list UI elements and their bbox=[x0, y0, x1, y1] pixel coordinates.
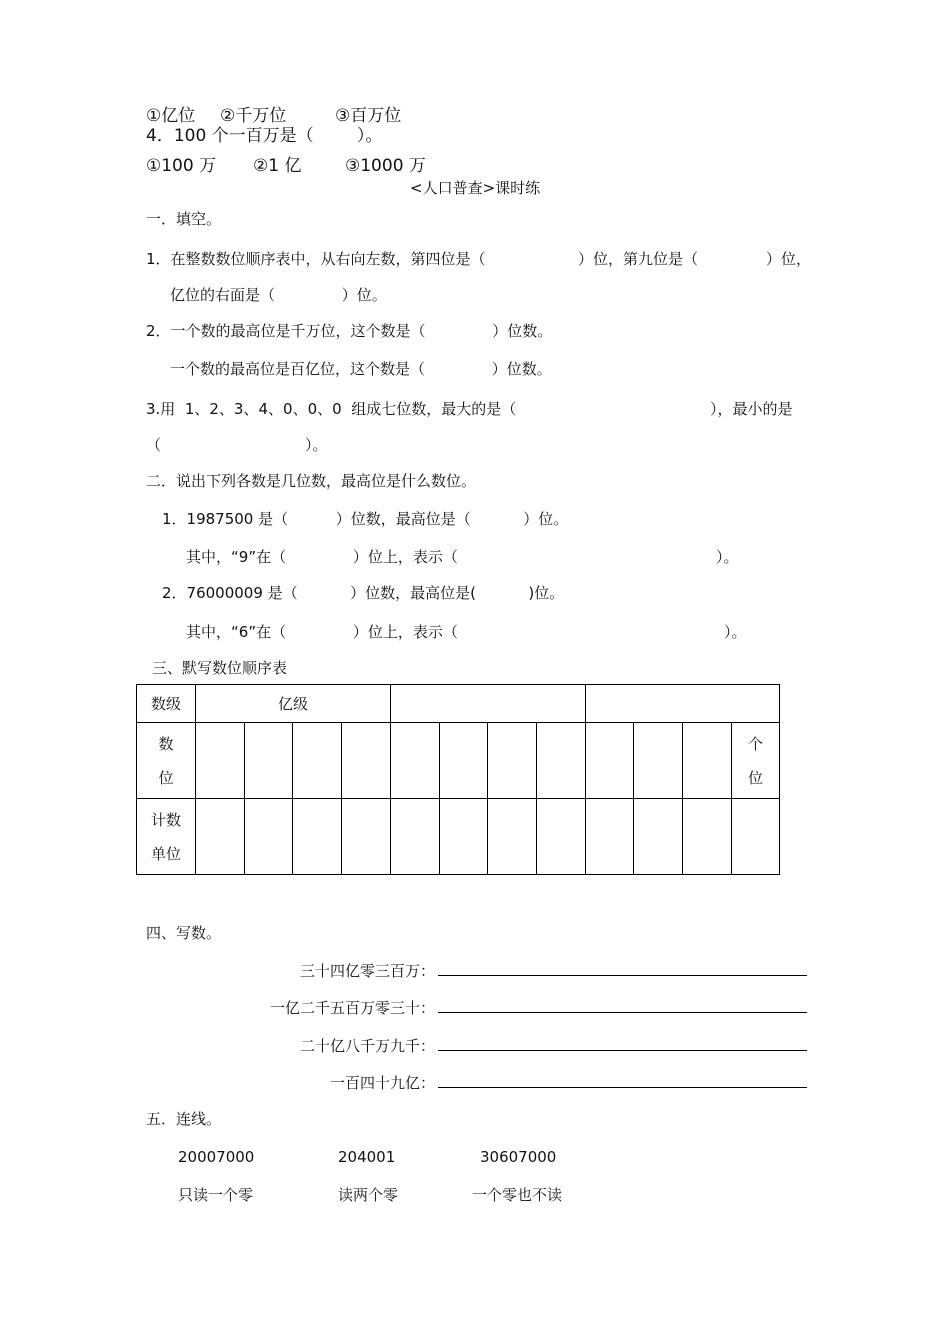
place-cell-ones bbox=[732, 723, 780, 799]
row-label-place-2: 位 bbox=[158, 769, 174, 787]
s2-q2-line1: 2．76000009 是（ ）位数，最高位是( )位。 bbox=[162, 584, 565, 602]
s2-q2-line2-a: 其中，“6”在（ ）位上，表示（ bbox=[186, 623, 458, 641]
s2-q1-line2-b: ）。 bbox=[716, 548, 739, 566]
q4-option-1: ①100 万 bbox=[146, 156, 217, 176]
page-title: <人口普查>课时练 bbox=[410, 179, 541, 197]
write-item-label: 一百四十九亿： bbox=[329, 1074, 435, 1092]
ones-label-2: 位 bbox=[747, 769, 763, 787]
match-reading[interactable]: 只读一个零 bbox=[178, 1186, 254, 1204]
q4-option-2: ②1 亿 bbox=[253, 156, 302, 176]
q4-question: 4．100 个一百万是（ ）。 bbox=[146, 126, 383, 146]
s2-q1-line2-a: 其中，“9”在（ ）位上，表示（ bbox=[186, 548, 458, 566]
s1-q1-part-c: ）位， bbox=[766, 250, 812, 268]
ones-label-1: 个 bbox=[747, 735, 763, 753]
section-2-heading: 二．说出下列各数是几位数，最高位是什么数位。 bbox=[146, 472, 477, 490]
answer-line[interactable] bbox=[438, 1050, 807, 1051]
place-cell[interactable] bbox=[196, 723, 245, 799]
row-label-unit bbox=[137, 799, 196, 875]
unit-cell[interactable] bbox=[196, 799, 245, 875]
s1-q3-part-c: （ bbox=[146, 436, 162, 454]
match-reading[interactable]: 一个零也不读 bbox=[472, 1186, 563, 1204]
place-cell[interactable] bbox=[586, 723, 634, 799]
s1-q2-line1: 2．一个数的最高位是千万位，这个数是（ ）位数。 bbox=[146, 322, 553, 340]
place-cell[interactable] bbox=[293, 723, 342, 799]
s1-q1-part-b: ）位，第九位是（ bbox=[578, 250, 699, 268]
place-cell[interactable] bbox=[342, 723, 391, 799]
answer-line[interactable] bbox=[438, 1087, 807, 1088]
row-label-place-1: 数 bbox=[158, 735, 174, 753]
unit-cell[interactable] bbox=[391, 799, 440, 875]
place-cell[interactable] bbox=[440, 723, 488, 799]
place-cell[interactable] bbox=[391, 723, 440, 799]
unit-cell[interactable] bbox=[683, 799, 732, 875]
unit-cell[interactable] bbox=[586, 799, 634, 875]
s1-q1-line2: 亿位的右面是（ ）位。 bbox=[170, 286, 387, 304]
q4-option-3: ③1000 万 bbox=[345, 156, 426, 176]
section-4-heading: 四、写数。 bbox=[146, 924, 222, 942]
answer-line[interactable] bbox=[438, 1012, 807, 1013]
row-label-level: 数级 bbox=[137, 685, 196, 723]
place-cell[interactable] bbox=[245, 723, 293, 799]
unit-cell[interactable] bbox=[293, 799, 342, 875]
match-number[interactable]: 30607000 bbox=[480, 1148, 557, 1166]
match-reading[interactable]: 读两个零 bbox=[338, 1186, 399, 1204]
unit-cell[interactable] bbox=[634, 799, 683, 875]
match-number[interactable]: 204001 bbox=[338, 1148, 396, 1166]
section-5-heading: 五．连线。 bbox=[146, 1110, 222, 1128]
q3-option-2: ②千万位 bbox=[220, 106, 287, 126]
s1-q1-part-a: 1．在整数数位顺序表中，从右向左数，第四位是（ bbox=[146, 250, 486, 268]
write-item-label: 三十四亿零三百万： bbox=[299, 962, 435, 980]
answer-line[interactable] bbox=[438, 975, 807, 976]
level-yi: 亿级 bbox=[196, 685, 391, 723]
place-cell[interactable] bbox=[537, 723, 586, 799]
place-cell[interactable] bbox=[488, 723, 537, 799]
place-cell[interactable] bbox=[634, 723, 683, 799]
row-label-unit-1: 计数 bbox=[150, 811, 181, 829]
section-3-heading: 三、默写数位顺序表 bbox=[152, 659, 288, 677]
write-item-label: 二十亿八千万九千： bbox=[299, 1037, 435, 1055]
match-number[interactable]: 20007000 bbox=[178, 1148, 255, 1166]
s1-q3-part-b: ），最小的是 bbox=[710, 400, 793, 418]
s2-q1-line1: 1．1987500 是（ ）位数，最高位是（ ）位。 bbox=[162, 510, 569, 528]
s1-q2-line2: 一个数的最高位是百亿位，这个数是（ ）位数。 bbox=[170, 360, 552, 378]
q3-option-1: ①亿位 bbox=[146, 106, 196, 126]
unit-cell[interactable] bbox=[245, 799, 293, 875]
level-blank-3 bbox=[586, 685, 780, 723]
row-label-place bbox=[137, 723, 196, 799]
unit-cell[interactable] bbox=[440, 799, 488, 875]
unit-cell[interactable] bbox=[488, 799, 537, 875]
write-item-label: 一亿二千五百万零三十： bbox=[269, 999, 435, 1017]
unit-cell[interactable] bbox=[537, 799, 586, 875]
row-label-unit-2: 单位 bbox=[150, 845, 181, 863]
s2-q2-line2-b: ）。 bbox=[724, 623, 747, 641]
s1-q3-part-a: 3.用 1、2、3、4、0、0、0 组成七位数，最大的是（ bbox=[146, 400, 517, 418]
unit-cell[interactable] bbox=[732, 799, 780, 875]
s1-q3-part-d: ）。 bbox=[305, 436, 328, 454]
level-blank-2 bbox=[391, 685, 586, 723]
section-1-heading: 一．填空。 bbox=[146, 210, 222, 228]
place-value-table bbox=[136, 684, 780, 875]
q3-option-3: ③百万位 bbox=[335, 106, 402, 126]
unit-cell[interactable] bbox=[342, 799, 391, 875]
place-cell[interactable] bbox=[683, 723, 732, 799]
